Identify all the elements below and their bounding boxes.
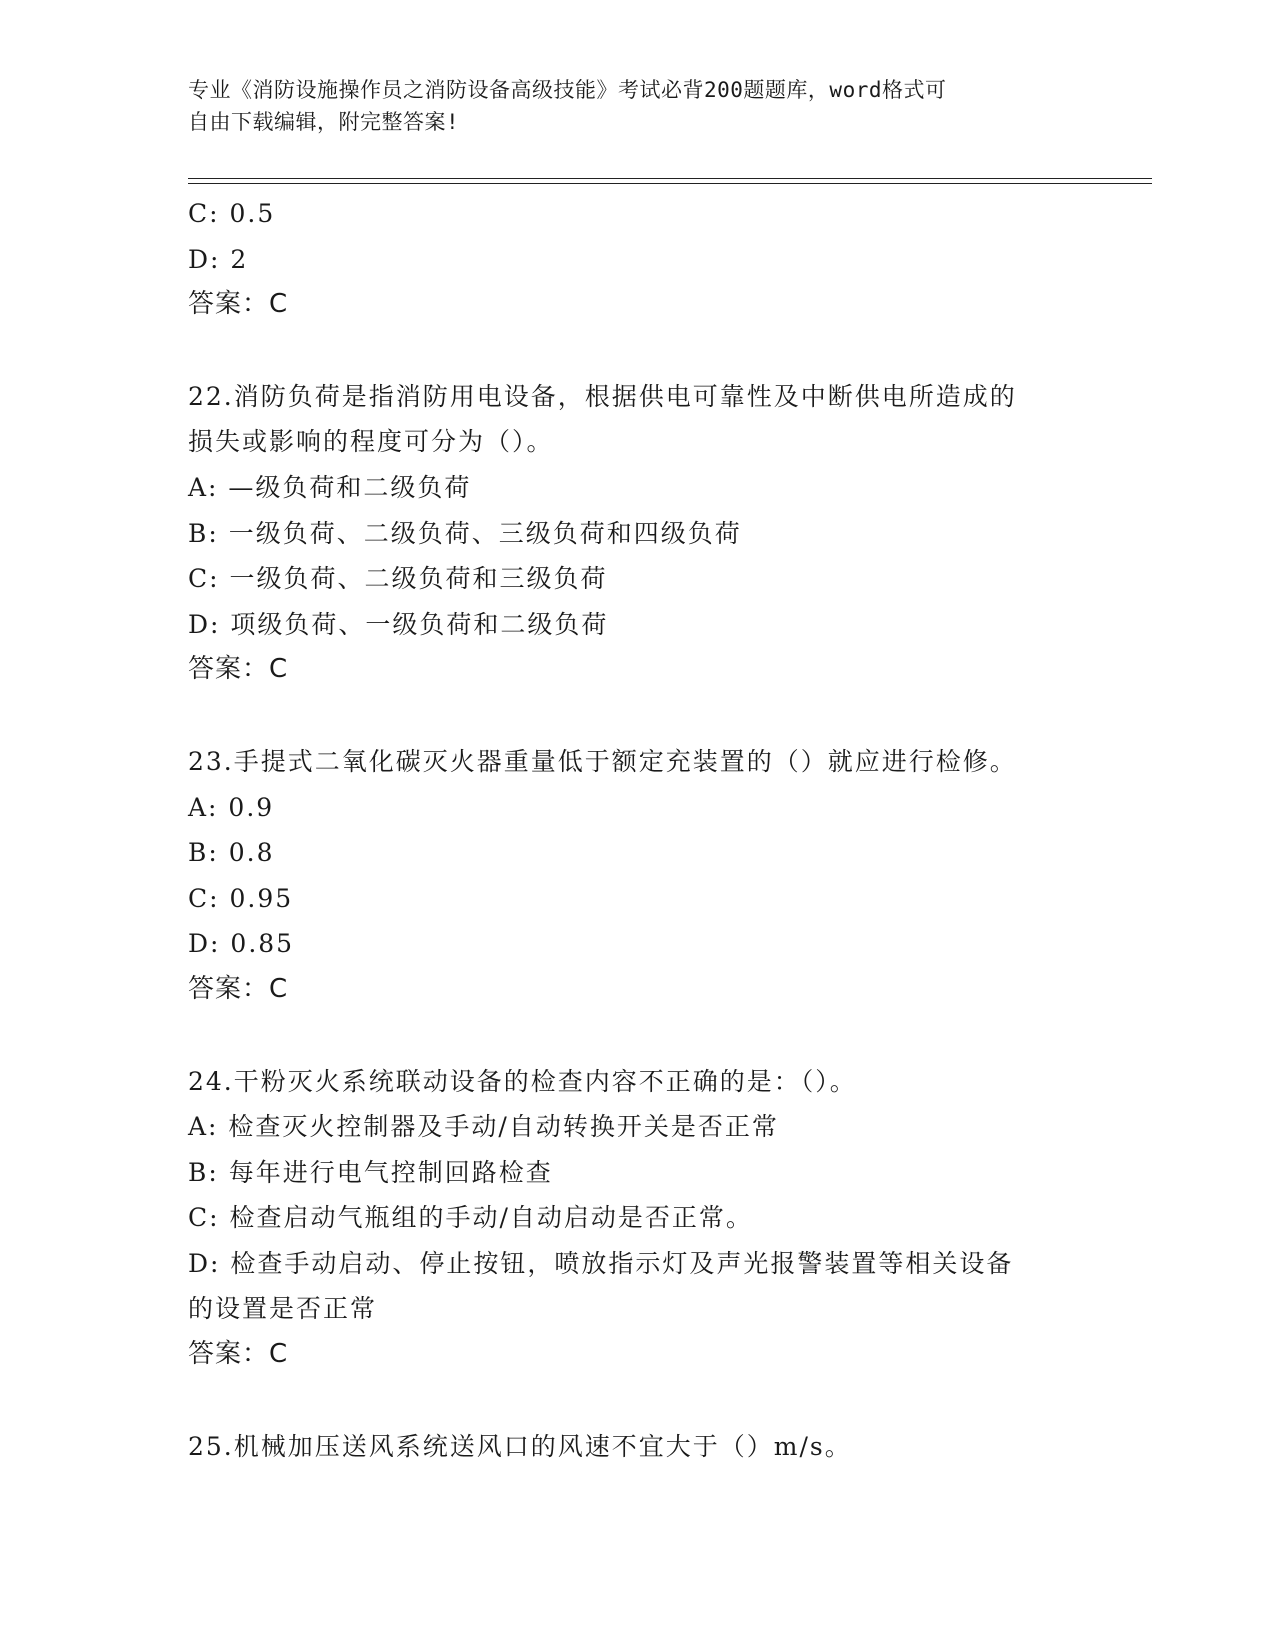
header-line-2: 自由下载编辑，附完整答案!: [188, 110, 460, 134]
option-a: A: —级负荷和二级负荷: [188, 472, 472, 502]
spacer: [188, 1378, 1068, 1424]
option-a: A: 0.9: [188, 792, 275, 822]
question-stem: 25.机械加压送风系统送风口的风速不宜大于（）m/s。: [188, 1431, 852, 1461]
option-a: A: 检查灭火控制器及手动/自动转换开关是否正常: [188, 1112, 779, 1142]
option-d: D: 2: [188, 244, 249, 274]
answer-line: 答案：C: [188, 1339, 289, 1370]
question-block-21: [188, 191, 1068, 328]
answer-line: 答案：C: [188, 973, 289, 1004]
option-c: C: 0.95: [188, 883, 294, 913]
spacer: [188, 693, 1068, 739]
option-b: B: 每年进行电气控制回路检查: [188, 1157, 553, 1187]
option-b: B: 0.8: [188, 838, 275, 868]
header-rule-top: [188, 178, 1152, 179]
option-d: D: 0.85: [188, 929, 295, 959]
header-line-1: 专业《消防设施操作员之消防设备高级技能》考试必背200题题库，word格式可: [188, 78, 947, 102]
option-d: D: 项级负荷、一级负荷和二级负荷: [188, 609, 609, 639]
answer-line: 答案：C: [188, 654, 289, 685]
option-b: B: 一级负荷、二级负荷、三级负荷和四级负荷: [188, 518, 742, 548]
option-c: C: 一级负荷、二级负荷和三级负荷: [188, 564, 608, 594]
question-stem: 22.消防负荷是指消防用电设备，根据供电可靠性及中断供电所造成的: [188, 381, 1017, 411]
question-block-25: [188, 1424, 1068, 1470]
spacer: [188, 1013, 1068, 1059]
option-c: C: 检查启动气瓶组的手动/自动启动是否正常。: [188, 1203, 753, 1233]
question-list: [188, 191, 1068, 1469]
question-stem: 24.干粉灭火系统联动设备的检查内容不正确的是：（）。: [188, 1066, 857, 1096]
option-c: C: 0.5: [188, 199, 276, 228]
answer-line: 答案：C: [188, 289, 289, 320]
question-block-23: [188, 739, 1068, 1013]
question-block-22: [188, 374, 1068, 693]
question-block-24: [188, 1059, 1068, 1378]
document-header: [188, 74, 1068, 138]
spacer: [188, 328, 1068, 374]
question-stem-cont: 损失或影响的程度可分为（）。: [188, 427, 554, 457]
header-rule-bottom: [188, 183, 1152, 184]
option-d: D: 检查手动启动、停止按钮，喷放指示灯及声光报警装置等相关设备: [188, 1248, 1014, 1278]
option-d-cont: 的设置是否正常: [188, 1294, 378, 1324]
question-stem: 23.手提式二氧化碳灭火器重量低于额定充装置的（）就应进行检修。: [188, 746, 1017, 776]
